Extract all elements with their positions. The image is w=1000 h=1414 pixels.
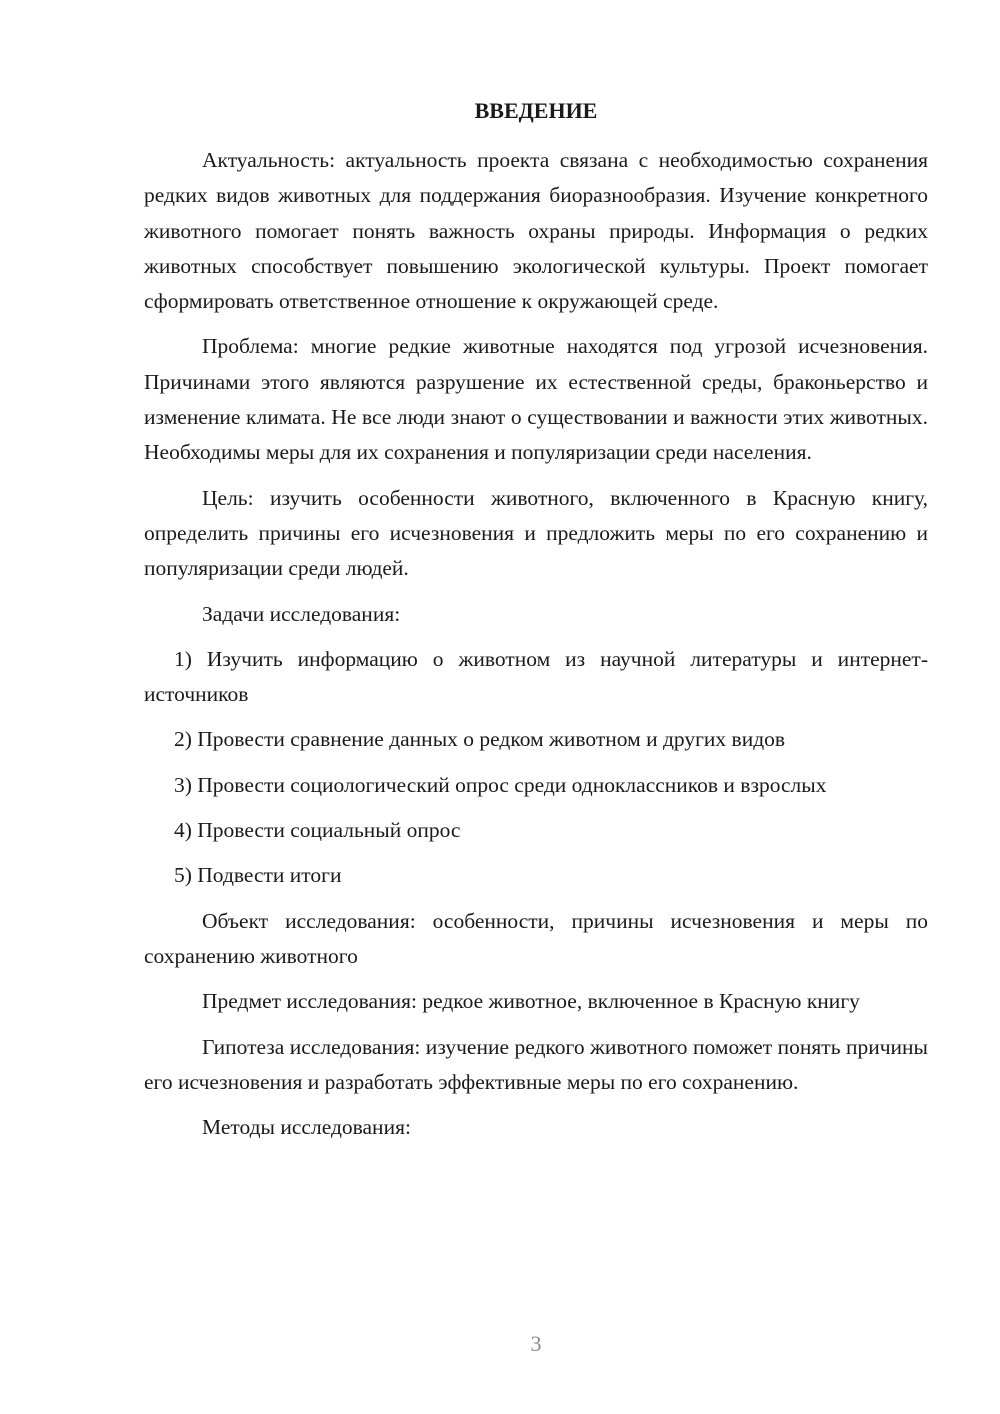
goal-paragraph: Цель: изучить особенности животного, включенного в Красную книгу, определить причины его исчезновения и предложить меры по его сохранению и популяризации среди людей. — [144, 485, 928, 581]
relevance-paragraph: Актуальность: актуальность проекта связана с необходимостью сохранения редких видов животных для поддержания биоразнообразия. Изучение конкретного животного помогает понять важность охраны природы. Информация о редких животных способствует повышению экологической культуры. Проект помогает сформировать ответственное отношение к окружающей среде. — [144, 148, 928, 314]
task-item-5: 5) Подвести итоги — [174, 863, 342, 888]
object-paragraph: Объект исследования: особенности, причины исчезновения и меры по сохранению животного — [144, 908, 928, 968]
task-item-1: 1) Изучить информацию о животном из научной литературы и интернет-источников — [144, 646, 928, 707]
subject-paragraph: Предмет исследования: редкое животное, включенное в Красную книгу — [202, 989, 860, 1014]
page-number: 3 — [530, 1331, 542, 1356]
task-item-3: 3) Провести социологический опрос среди одноклассников и взрослых — [174, 772, 827, 797]
task-item-4: 4) Провести социальный опрос — [174, 818, 461, 843]
section-heading: ВВЕДЕНИЕ — [474, 98, 598, 123]
hypothesis-paragraph: Гипотеза исследования: изучение редкого животного поможет понять причины его исчезновения и разработать эффективные меры по его сохранению. — [144, 1034, 928, 1094]
document-page — [144, 95, 928, 1145]
tasks-title: Задачи исследования: — [202, 601, 401, 626]
methods-title: Методы исследования: — [202, 1115, 411, 1140]
problem-paragraph: Проблема: многие редкие животные находятся под угрозой исчезновения. Причинами этого являются разрушение их естественной среды, браконьерство и изменение климата. Не все люди знают о существовании и важности этих животных. Необходимы меры для их сохранения и популяризации среди населения. — [144, 334, 928, 465]
task-item-2: 2) Провести сравнение данных о редком животном и других видов — [174, 727, 786, 752]
